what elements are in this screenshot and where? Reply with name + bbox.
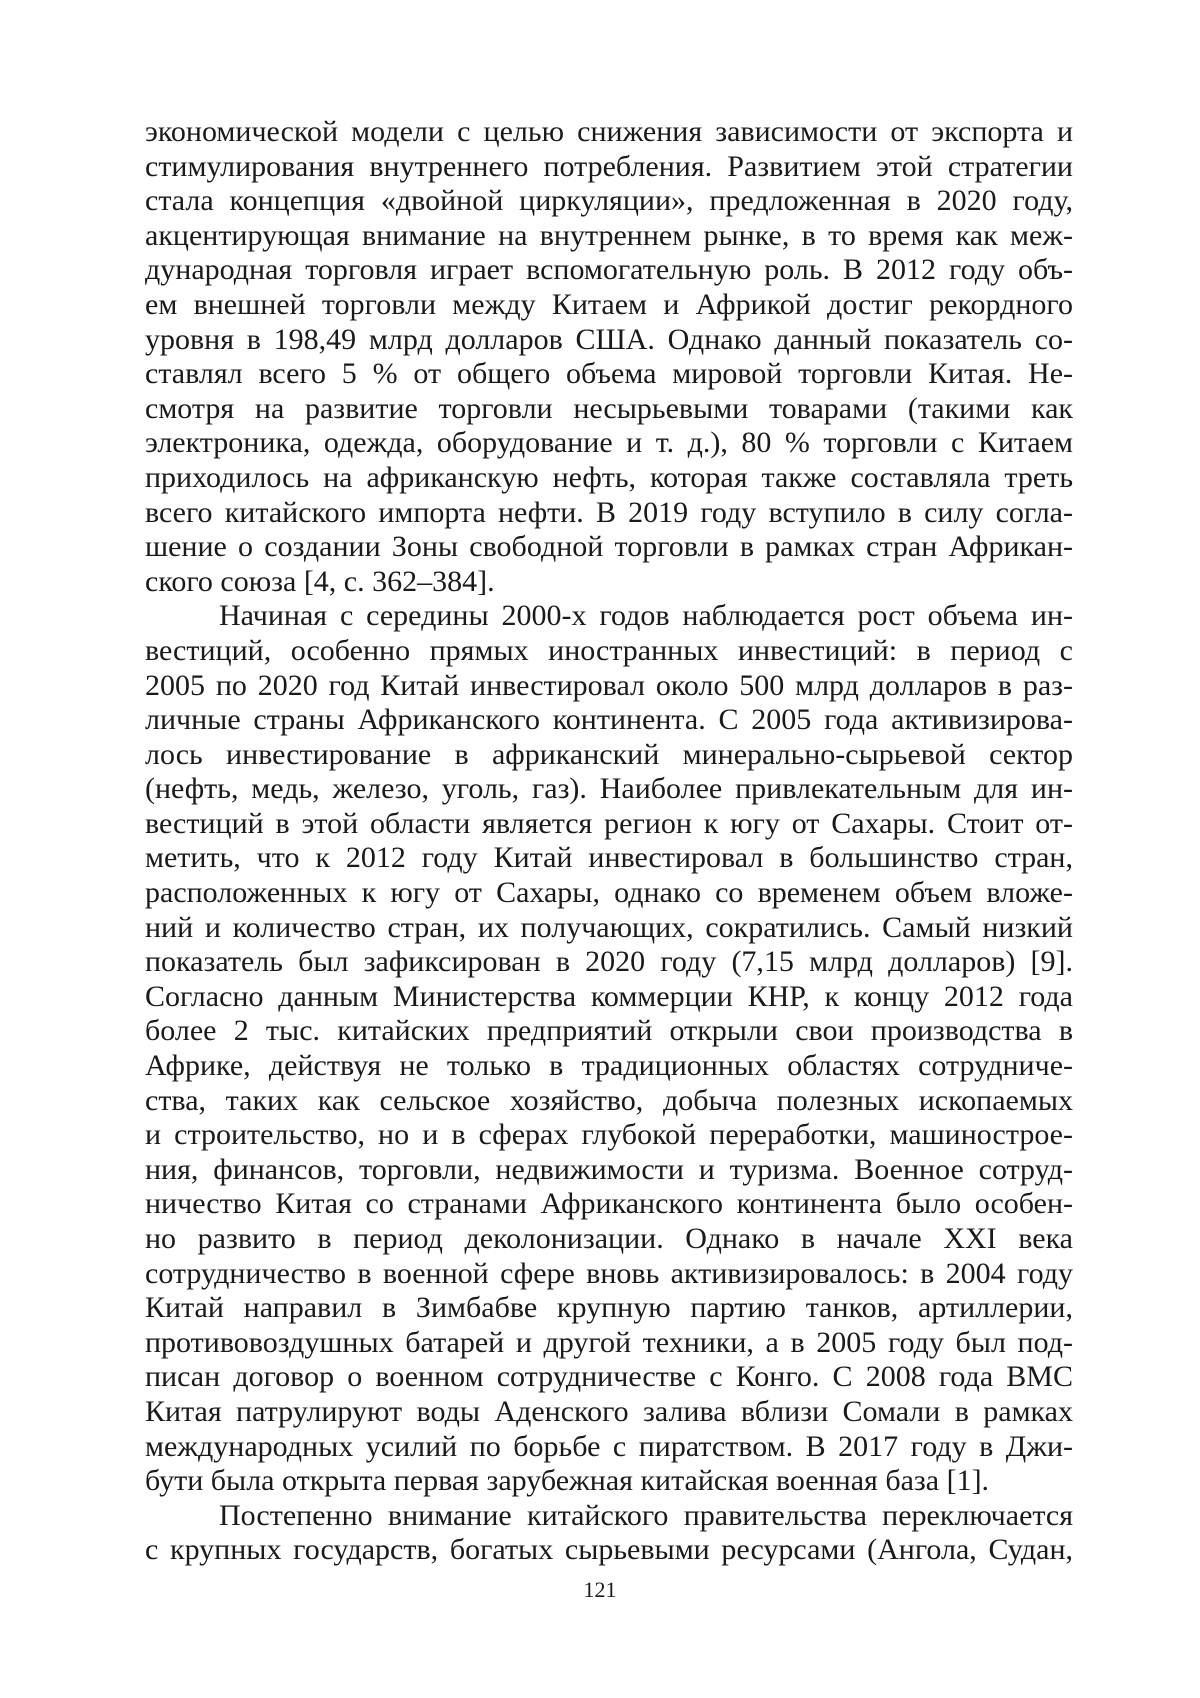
text-line: Китая патрулируют воды Аденского залива вблизи Сомали в рамках xyxy=(145,1395,1073,1430)
text-line: личные страны Африканского континента. С 2005 года активизирова- xyxy=(145,703,1073,738)
text-line: международных усилий по борьбе с пиратством. В 2017 году в Джи- xyxy=(145,1430,1073,1465)
text-line: электроника, одежда, оборудование и т. д.), 80 % торговли с Китаем xyxy=(145,426,1073,461)
text-line: сотрудничество в военной сфере вновь активизировалось: в 2004 году xyxy=(145,1257,1073,1292)
text-line: стала концепция «двойной циркуляции», предложенная в 2020 году, xyxy=(145,184,1073,219)
text-line: ем внешней торговли между Китаем и Африкой достиг рекордного xyxy=(145,288,1073,323)
text-line: стимулирования внутреннего потребления. Развитием этой стратегии xyxy=(145,150,1073,185)
text-line: всего китайского импорта нефти. В 2019 году вступило в силу согла- xyxy=(145,496,1073,531)
text-line: шение о создании Зоны свободной торговли в рамках стран Африкан- xyxy=(145,530,1073,565)
text-line: и строительство, но и в сферах глубокой переработки, машинострое- xyxy=(145,1118,1073,1153)
text-line: писан договор о военном сотрудничестве с Конго. С 2008 года ВМС xyxy=(145,1360,1073,1395)
text-line: Китай направил в Зимбабве крупную партию танков, артиллерии, xyxy=(145,1291,1073,1326)
text-line: вестиций, особенно прямых иностранных инвестиций: в период с xyxy=(145,634,1073,669)
text-line: Африке, действуя не только в традиционных областях сотрудниче- xyxy=(145,1049,1073,1084)
text-line: Начиная с середины 2000-х годов наблюдается рост объема ин- xyxy=(145,599,1073,634)
text-line: ничество Китая со странами Африканского континента было особен- xyxy=(145,1187,1073,1222)
text-line: акцентирующая внимание на внутреннем рынке, в то время как меж- xyxy=(145,219,1073,254)
text-line: бути была открыта первая зарубежная китайская военная база [1]. xyxy=(145,1464,1073,1499)
text-line: метить, что к 2012 году Китай инвестировал в большинство стран, xyxy=(145,841,1073,876)
text-line: более 2 тыс. китайских предприятий открыли свои производства в xyxy=(145,1014,1073,1049)
text-line: смотря на развитие торговли несырьевыми товарами (такими как xyxy=(145,392,1073,427)
text-line: ний и количество стран, их получающих, сократились. Самый низкий xyxy=(145,911,1073,946)
text-line: но развито в период деколонизации. Однако в начале XXI века xyxy=(145,1222,1073,1257)
text-line: вестиций в этой области является регион к югу от Сахары. Стоит от- xyxy=(145,807,1073,842)
text-line: уровня в 198,49 млрд долларов США. Однако данный показатель со- xyxy=(145,323,1073,358)
text-line: противовоздушных батарей и другой техники, а в 2005 году был под- xyxy=(145,1326,1073,1361)
text-line: дународная торговля играет вспомогательную роль. В 2012 году объ- xyxy=(145,253,1073,288)
text-line: (нефть, медь, железо, уголь, газ). Наиболее привлекательным для ин- xyxy=(145,772,1073,807)
text-line: ского союза [4, с. 362–384]. xyxy=(145,565,1073,600)
text-line: приходилось на африканскую нефть, которая также составляла треть xyxy=(145,461,1073,496)
body-text xyxy=(145,115,1073,1568)
text-line: 2005 по 2020 год Китай инвестировал около 500 млрд долларов в раз- xyxy=(145,669,1073,704)
text-line: показатель был зафиксирован в 2020 году (7,15 млрд долларов) [9]. xyxy=(145,945,1073,980)
page-number: 121 xyxy=(0,1577,1200,1603)
text-line: экономической модели с целью снижения зависимости от экспорта и xyxy=(145,115,1073,150)
text-line: ния, финансов, торговли, недвижимости и туризма. Военное сотруд- xyxy=(145,1153,1073,1188)
text-line: ставлял всего 5 % от общего объема мировой торговли Китая. Не- xyxy=(145,357,1073,392)
text-line: расположенных к югу от Сахары, однако со временем объем вложе- xyxy=(145,876,1073,911)
text-line: ства, таких как сельское хозяйство, добыча полезных ископаемых xyxy=(145,1084,1073,1119)
document-page xyxy=(0,0,1200,1698)
text-line: Согласно данным Министерства коммерции КНР, к концу 2012 года xyxy=(145,980,1073,1015)
text-line: Постепенно внимание китайского правительства переключается xyxy=(145,1499,1073,1534)
text-line: с крупных государств, богатых сырьевыми ресурсами (Ангола, Судан, xyxy=(145,1533,1073,1568)
text-line: лось инвестирование в африканский минерально-сырьевой сектор xyxy=(145,738,1073,773)
